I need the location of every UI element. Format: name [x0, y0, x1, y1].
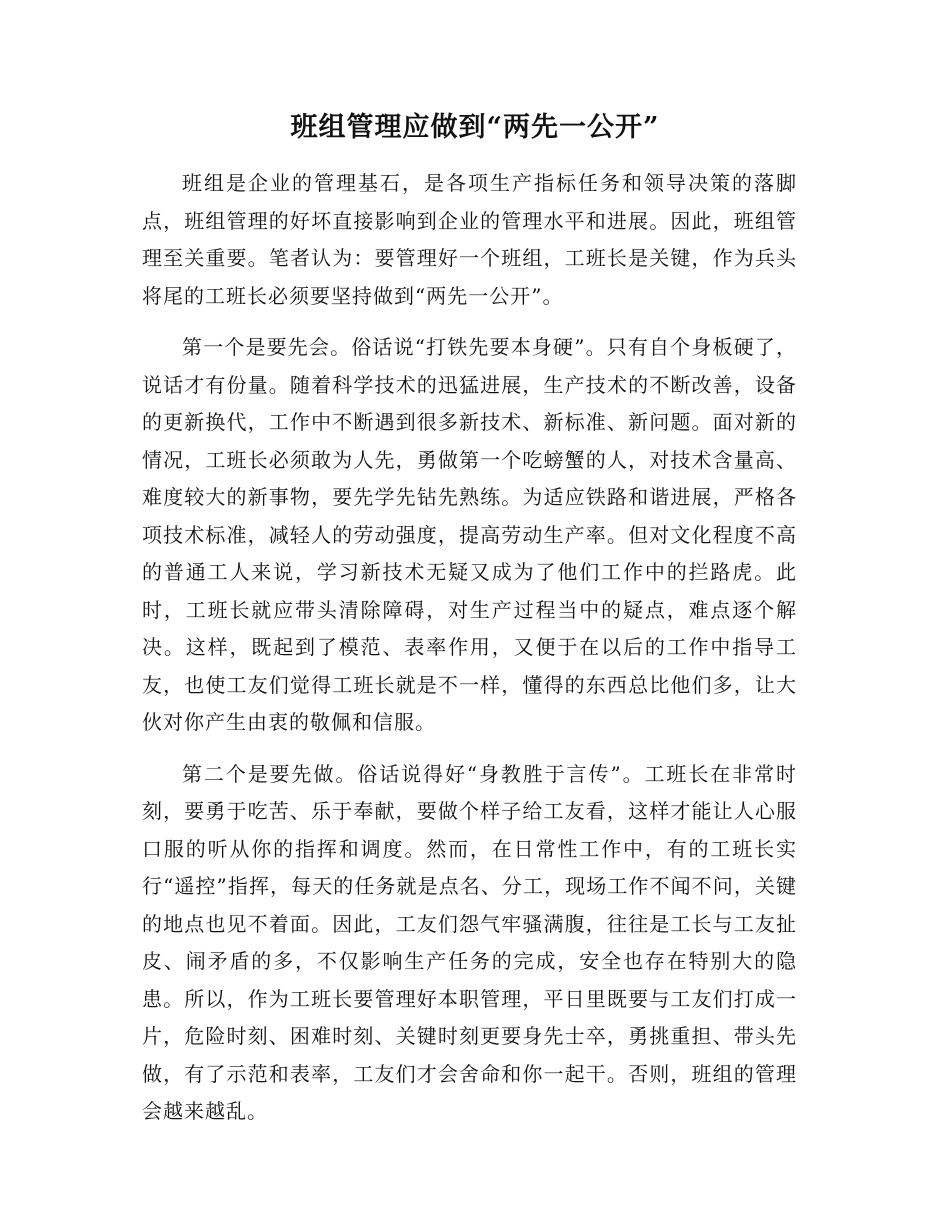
document-body	[142, 165, 797, 1145]
paragraph-first-point: 第一个是要先会。俗话说“打铁先要本身硬”。只有自个身板硬了，说话才有份量。随着科学技术的迅猛进展，生产技术的不断改善，设备的更新换代，工作中不断遇到很多新技术、新标准、新问题。面对新的情况，工班长必须敢为人先，勇做第一个吃螃蟹的人，对技术含量高、难度较大的新事物，要先学先钻先熟练。为适应铁路和谐进展，严格各项技术标准，减轻人的劳动强度，提高劳动生产率。但对文化程度不高的普通工人来说，学习新技术无疑又成为了他们工作中的拦路虎。此时，工班长就应带头清除障碍，对生产过程当中的疑点，难点逐个解决。这样，既起到了模范、表率作用，又便于在以后的工作中指导工友，也使工友们觉得工班长就是不一样，懂得的东西总比他们多，让大伙对你产生由衷的敬佩和信服。	[142, 335, 797, 734]
paragraph-second-point: 第二个是要先做。俗话说得好“身教胜于言传”。工班长在非常时刻，要勇于吃苦、乐于奉献，要做个样子给工友看，这样才能让人心服口服的听从你的指挥和调度。然而，在日常性工作中，有的工班长实行“遥控”指挥，每天的任务就是点名、分工，现场工作不闻不问，关键的地点也见不着面。因此，工友们怨气牢骚满腹，往往是工长与工友扯皮、闹矛盾的多，不仅影响生产任务的完成，安全也存在特别大的隐患。所以，作为工班长要管理好本职管理，平日里既要与工友们打成一片，危险时刻、困难时刻、关键时刻更要身先士卒，勇挑重担、带头先做，有了示范和表率，工友们才会舍命和你一起干。否则，班组的管理会越来越乱。	[142, 761, 797, 1123]
paragraph-intro: 班组是企业的管理基石，是各项生产指标任务和领导决策的落脚点，班组管理的好坏直接影响到企业的管理水平和进展。因此，班组管理至关重要。笔者认为：要管理好一个班组，工班长是关键，作为兵头将尾的工班长必须要坚持做到“两先一公开”。	[142, 171, 797, 308]
document-title: 班组管理应做到“两先一公开”	[290, 112, 660, 143]
